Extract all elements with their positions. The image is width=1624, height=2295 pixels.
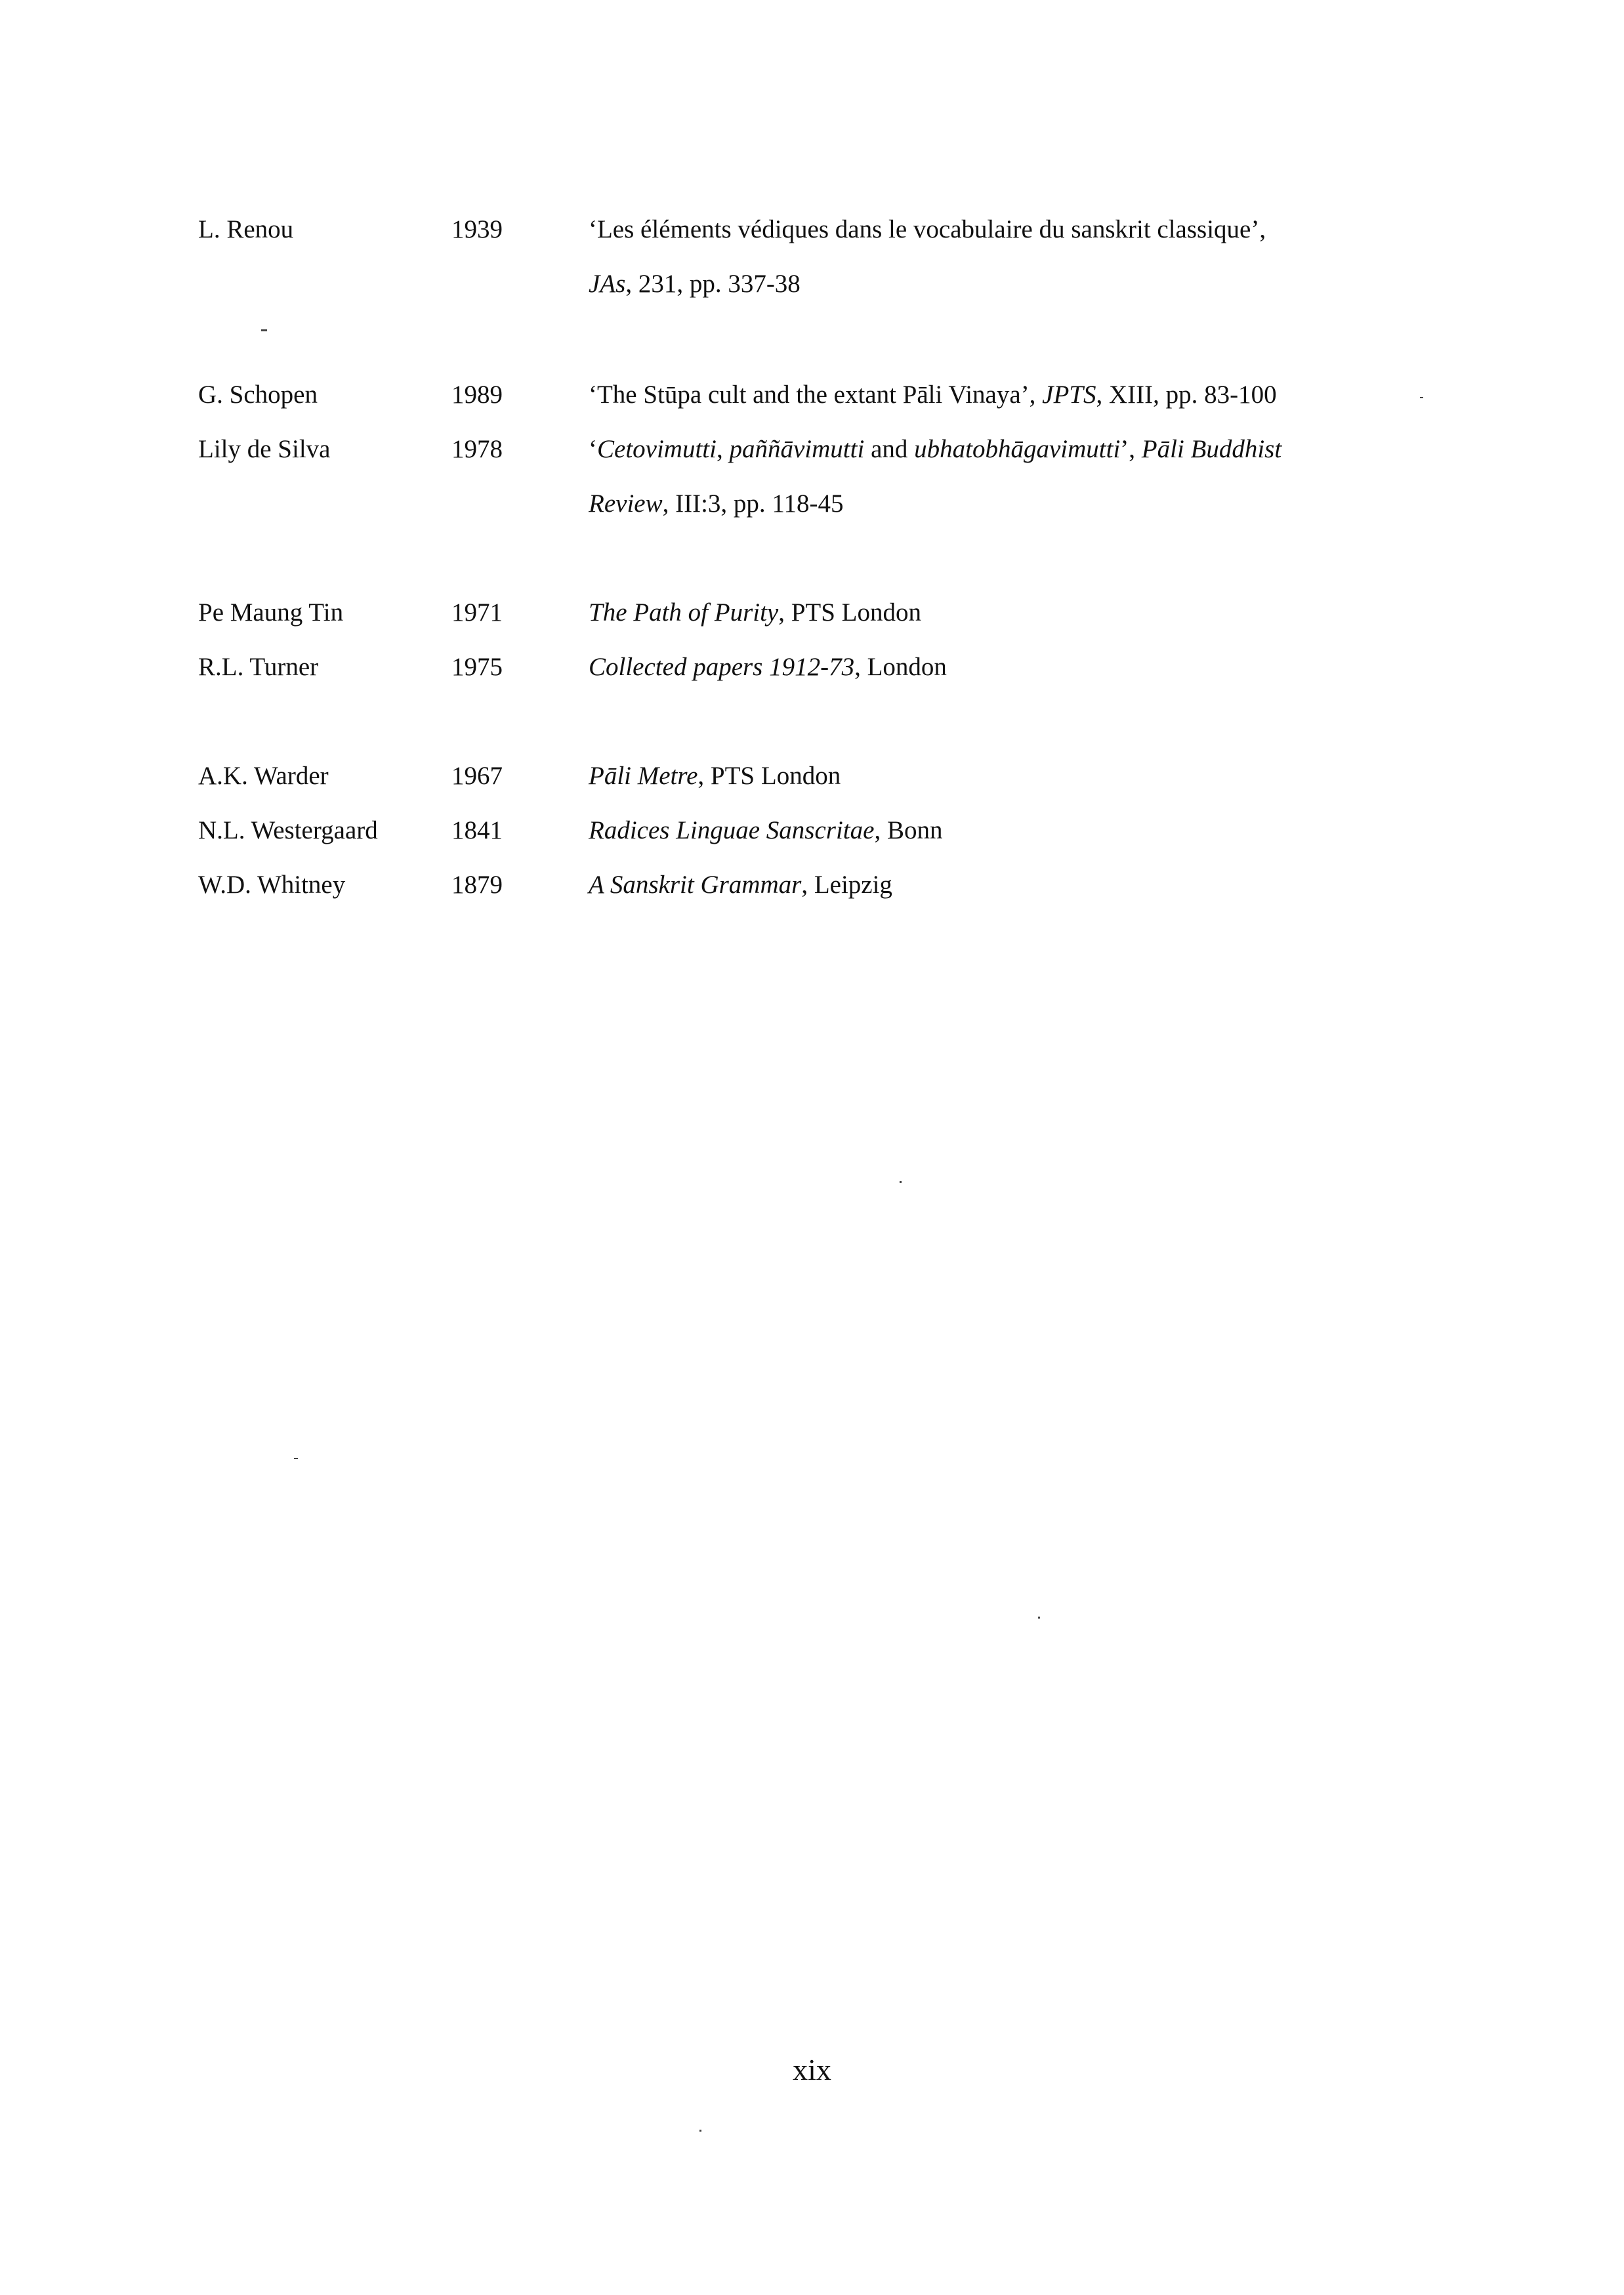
entry-year: 1971 — [451, 598, 503, 627]
reference-text: , PTS London — [697, 762, 841, 790]
scan-speck — [294, 1458, 298, 1459]
reference-text: and — [864, 435, 915, 463]
italic-title-text: A Sanskrit Grammar — [589, 871, 802, 899]
entry-author: G. Schopen — [198, 381, 318, 409]
scan-speck — [1038, 1617, 1040, 1619]
italic-title-text: The Path of Purity — [589, 598, 779, 627]
entry-reference-line — [589, 271, 801, 297]
entry-reference-line — [589, 382, 1277, 407]
entry-year: 1975 — [451, 653, 503, 681]
scan-speck — [1420, 397, 1423, 398]
entry-year: 1879 — [451, 871, 503, 899]
reference-text: , Bonn — [874, 816, 943, 844]
italic-title-text: ubhatobhāgavimutti — [914, 435, 1121, 463]
entry-year: 1841 — [451, 816, 503, 844]
reference-text: , Leipzig — [801, 871, 892, 899]
entry-year: 1989 — [451, 381, 503, 409]
italic-title-text: Pāli Metre — [589, 762, 698, 790]
entry-reference-line — [589, 763, 841, 789]
entry-year: 1967 — [451, 762, 503, 790]
reference-text: , — [716, 435, 730, 463]
italic-title-text: Cetovimutti — [597, 435, 717, 463]
entry-reference-line — [589, 600, 921, 625]
entry-reference-line — [589, 217, 1266, 242]
reference-text: , London — [854, 653, 947, 681]
scan-speck — [261, 329, 267, 331]
reference-text: ‘ — [589, 435, 597, 463]
entry-reference-line — [589, 654, 947, 680]
scan-speck — [900, 1181, 902, 1183]
italic-title-text: Collected papers 1912-73 — [589, 653, 855, 681]
italic-title-text: paññāvimutti — [729, 435, 865, 463]
entry-reference-line — [589, 436, 1281, 462]
entry-author: A.K. Warder — [198, 762, 329, 790]
reference-text: , XIII, pp. 83-100 — [1096, 381, 1277, 409]
entry-author: L. Renou — [198, 215, 294, 243]
entry-reference-line — [589, 491, 843, 516]
italic-title-text: Pāli Buddhist — [1141, 435, 1282, 463]
reference-text: , III:3, pp. 118-45 — [662, 489, 844, 518]
entry-author: R.L. Turner — [198, 653, 319, 681]
italic-title-text: Review — [589, 489, 663, 518]
entry-author: Pe Maung Tin — [198, 598, 344, 627]
reference-text: ’, — [1120, 435, 1142, 463]
entry-author: Lily de Silva — [198, 435, 331, 463]
page-number: xix — [793, 2053, 831, 2086]
scan-speck — [699, 2130, 701, 2132]
reference-text: ‘The Stūpa cult and the extant Pāli Vinaya’, — [589, 381, 1043, 409]
reference-text: , 231, pp. 337-38 — [625, 270, 801, 298]
entry-reference-line — [589, 872, 892, 898]
reference-text: ‘Les éléments védiques dans le vocabulaire du sanskrit classique’, — [589, 215, 1266, 243]
reference-text: , PTS London — [778, 598, 922, 627]
entry-author: N.L. Westergaard — [198, 816, 378, 844]
entry-year: 1939 — [451, 215, 503, 243]
entry-author: W.D. Whitney — [198, 871, 346, 899]
entry-year: 1978 — [451, 435, 503, 463]
italic-title-text: JAs — [589, 270, 626, 298]
italic-title-text: JPTS — [1042, 381, 1096, 409]
entry-reference-line — [589, 817, 942, 843]
italic-title-text: Radices Linguae Sanscritae — [589, 816, 875, 844]
